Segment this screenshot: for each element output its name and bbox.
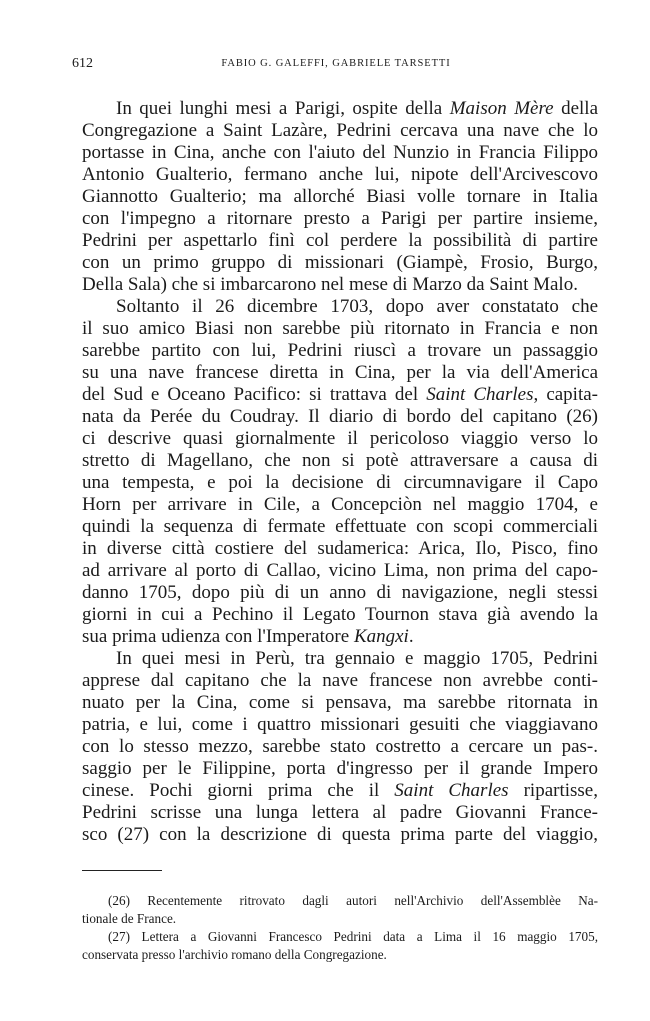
paragraph-2-line: Horn per arrivare in Cile, a Concepciòn nel maggio 1704, e <box>82 494 598 515</box>
paragraph-2-line: su una nave francese diretta in Cina, per la via dell'America <box>82 362 598 383</box>
paragraph-1-line: Antonio Gualterio, fermano anche lui, nipote dell'Arcivescovo <box>82 164 598 185</box>
italic-ship-name: Saint Charles <box>426 384 534 405</box>
paragraph-3-line: apprese dal capitano che la nave francese non avrebbe conti- <box>82 670 598 691</box>
paragraph-3-line: sco (27) con la descrizione di questa prima parte del viaggio, <box>82 824 598 845</box>
text-run: , capita- <box>533 384 598 405</box>
text-run: della <box>553 98 598 119</box>
footnote-separator <box>82 870 162 871</box>
paragraph-2-line: una tempesta, e poi la decisione di circumnavigare il Capo <box>82 472 598 493</box>
footnotes <box>82 892 598 964</box>
paragraph-2-line: ci descrive quasi giornalmente il pericoloso viaggio verso lo <box>82 428 598 449</box>
italic-term-maison-mere: Maison Mère <box>449 98 554 119</box>
paragraph-2-line: danno 1705, dopo più di un anno di navigazione, negli stessi <box>82 582 598 603</box>
paragraph-3-line: In quei mesi in Perù, tra gennaio e maggio 1705, Pedrini <box>116 648 598 669</box>
paragraph-1-line: con l'impegno a ritornare presto a Parigi per partire insieme, <box>82 208 598 229</box>
paragraph-2-line: Soltanto il 26 dicembre 1703, dopo aver constatato che <box>116 296 598 317</box>
text-run: del Sud e Oceano Pacifico: si trattava del <box>82 384 427 405</box>
paragraph-2-line: il suo amico Biasi non sarebbe più ritornato in Francia e non <box>82 318 598 339</box>
paragraph-2-line: giorni in cui a Pechino il Legato Tournon stava già avendo la <box>82 604 598 625</box>
paragraph-3-line: con lo stesso mezzo, sarebbe stato costretto a cercare un pas-. <box>82 736 598 757</box>
text-run: sua prima udienza con l'Imperatore <box>82 626 354 647</box>
paragraph-1-line <box>82 98 598 120</box>
paragraph-3-line: patria, e lui, come i quattro missionari gesuiti che viaggiavano <box>82 714 598 735</box>
text-run: In quei lunghi mesi a Parigi, ospite della <box>116 98 450 119</box>
paragraph-1-line: Giannotto Gualterio; ma allorché Biasi volle tornare in Italia <box>82 186 598 207</box>
paragraph-2-line: quindi la sequenza di fermate effettuate con scopi commerciali <box>82 516 598 537</box>
paragraph-2-line <box>82 626 598 648</box>
body-text <box>82 98 598 846</box>
paragraph-2-line: sarebbe partito con lui, Pedrini riuscì a trovare un passaggio <box>82 340 598 361</box>
paragraph-3-line: Pedrini scrisse una lunga lettera al padre Giovanni France- <box>82 802 598 823</box>
footnote-26: (26) Recentemente ritrovato dagli autori nell'Archivio dell'Assemblèe Na- <box>108 893 598 908</box>
paragraph-1-line: con un primo gruppo di missionari (Giampè, Frosio, Burgo, <box>82 252 598 273</box>
paragraph-1-line: portasse in Cina, anche con l'aiuto del Nunzio in Francia Filippo <box>82 142 598 163</box>
footnote-27-continued: conservata presso l'archivio romano della Congregazione. <box>82 947 387 962</box>
running-head <box>72 56 600 74</box>
text-run: ripartisse, <box>508 780 598 801</box>
italic-ship-name: Saint Charles <box>394 780 509 801</box>
page-number: 612 <box>72 56 93 71</box>
paragraph-1-line: Pedrini per aspettarlo finì col perdere la possibilità di partire <box>82 230 598 251</box>
footnote-26-continued: tionale de France. <box>82 911 177 926</box>
paragraph-3-line <box>82 780 598 802</box>
paragraph-2-line <box>82 384 598 406</box>
text-run: . <box>408 626 414 647</box>
paragraph-2-line: ad arrivare al porto di Callao, vicino Lima, non prima del capo- <box>82 560 598 581</box>
paragraph-2-line: nata da Perée du Coudray. Il diario di bordo del capitano (26) <box>82 406 598 427</box>
text-run: cinese. Pochi giorni prima che il <box>82 780 395 801</box>
paragraph-2-line: stretto di Magellano, che non si potè attraversare a causa di <box>82 450 598 471</box>
footnote-27: (27) Lettera a Giovanni Francesco Pedrini data a Lima il 16 maggio 1705, <box>108 929 598 944</box>
paragraph-3-line: nuato per la Cina, come si pensava, ma sarebbe ritornata in <box>82 692 598 713</box>
running-title: FABIO G. GALEFFI, GABRIELE TARSETTI <box>221 58 451 69</box>
paragraph-1-line: Della Sala) che si imbarcarono nel mese di Marzo da Saint Malo. <box>82 274 578 295</box>
paragraph-3-line: saggio per le Filippine, porta d'ingresso per il grande Impero <box>82 758 598 779</box>
italic-emperor-name: Kangxi <box>353 626 409 647</box>
paragraph-1-line: Congregazione a Saint Lazàre, Pedrini cercava una nave che lo <box>82 120 598 141</box>
paragraph-2-line: in diverse città costiere del sudamerica: Arica, Ilo, Pisco, fino <box>82 538 598 559</box>
